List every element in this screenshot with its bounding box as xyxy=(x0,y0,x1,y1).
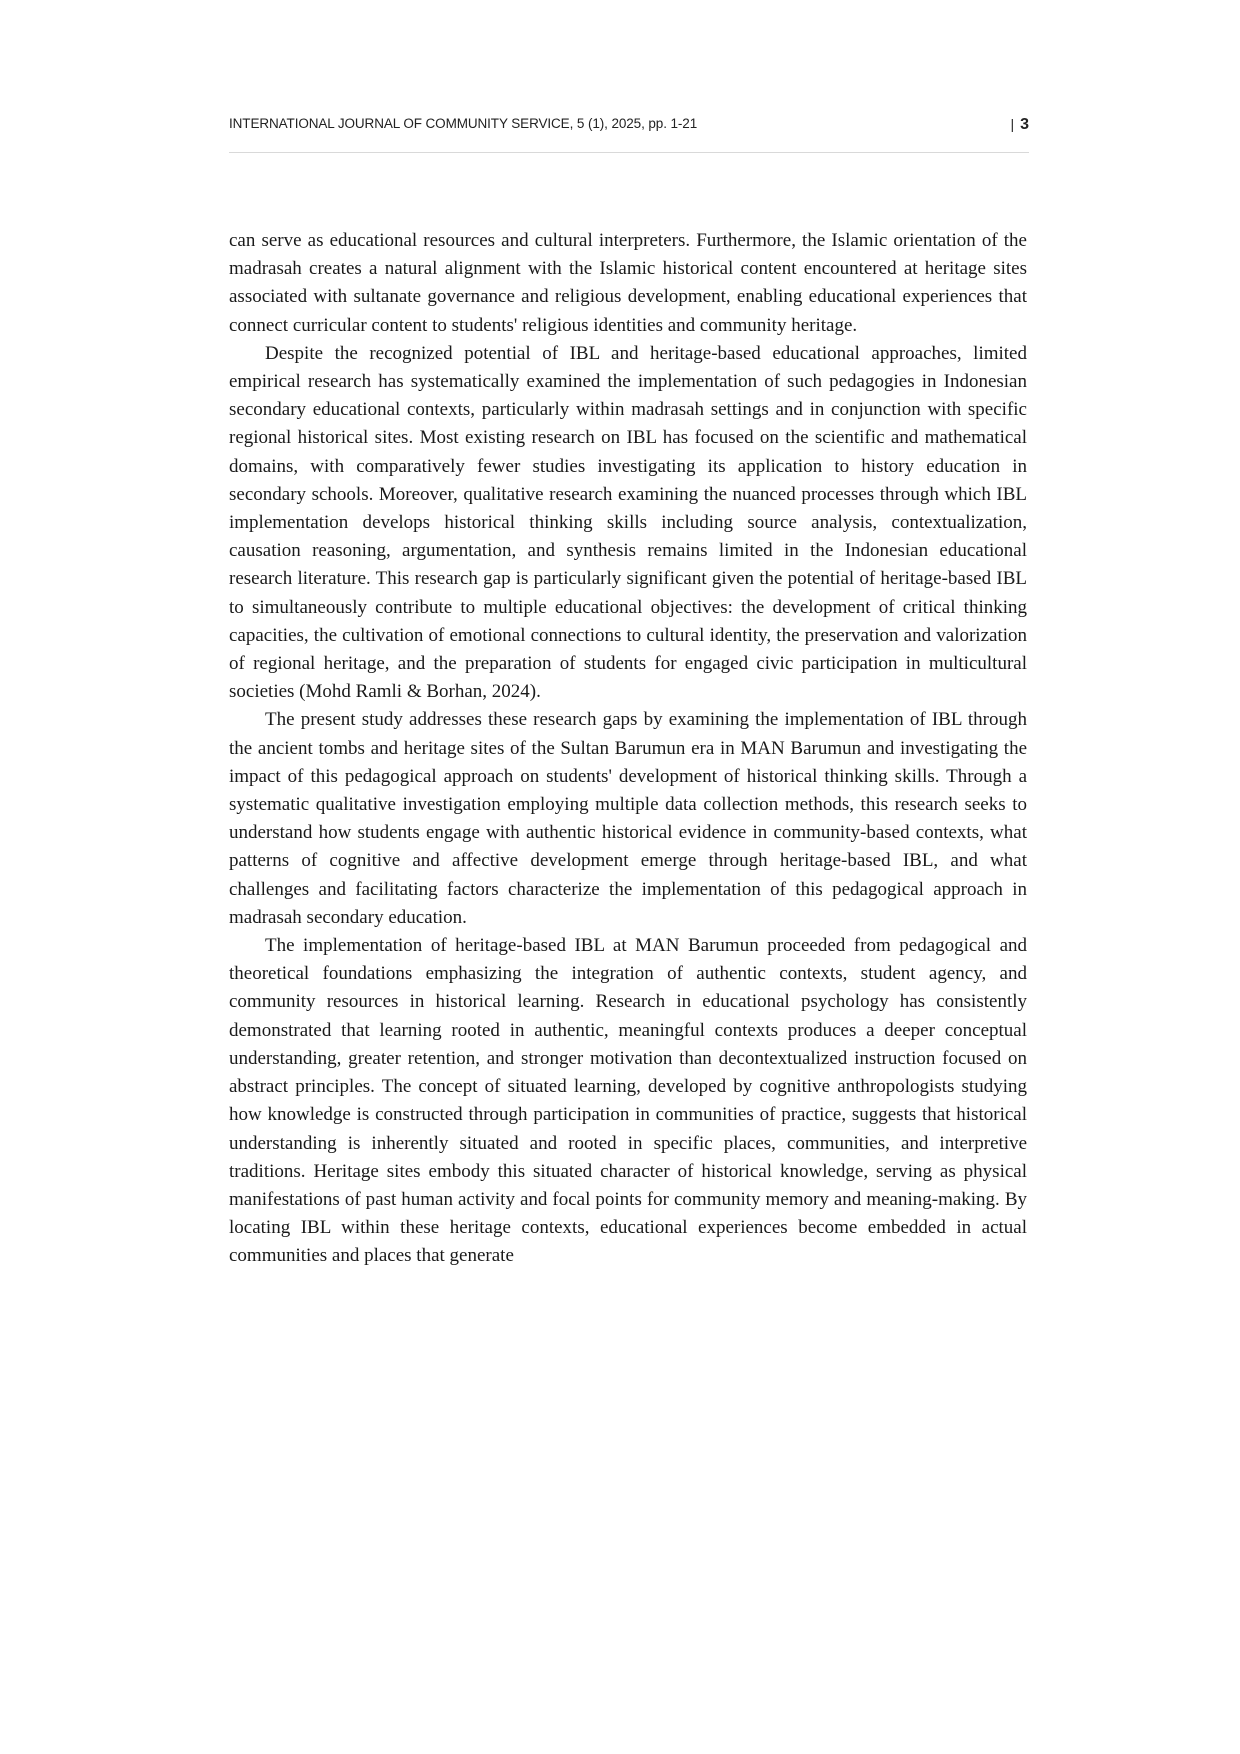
page-separator: | xyxy=(1010,116,1015,132)
paragraph-research-gap: Despite the recognized potential of IBL and heritage-based educational approaches, limited empirical research has systematically examined the implementation of such pedagogies in Indonesian secondary educational contexts, particularly within madrasah settings and in conjunction with specific regional historical sites. Most existing research on IBL has focused on the scientific and mathematical domains, with comparatively fewer studies investigating its application to history education in secondary schools. Moreover, qualitative research examining the nuanced processes through which IBL implementation develops historical thinking skills including source analysis, contextualization, causation reasoning, argumentation, and synthesis remains limited in the Indonesian educational research literature. This research gap is particularly significant given the potential of heritage-based IBL to simultaneously contribute to multiple educational objectives: the development of critical thinking capacities, the cultivation of emotional connections to cultural identity, the preservation and valorization of regional heritage, and the preparation of students for engaged civic participation in multicultural societies (Mohd Ramli & Borhan, 2024). xyxy=(229,342,1027,703)
paragraph-present-study: The present study addresses these research gaps by examining the implementation of IBL through the ancient tombs and heritage sites of the Sultan Barumun era in MAN Barumun and investigating the impact of this pedagogical approach on students' development of historical thinking skills. Through a systematic qualitative investigation employing multiple data collection methods, this research seeks to understand how students engage with authentic historical evidence in community-based contexts, what patterns of cognitive and affective development emerge through heritage-based IBL, and what challenges and facilitating factors characterize the implementation of this pedagogical approach in madrasah secondary education. xyxy=(229,709,1027,928)
page-number-block xyxy=(1010,116,1029,134)
paragraph-continuation: can serve as educational resources and cultural interpreters. Furthermore, the Islamic orientation of the madrasah creates a natural alignment with the Islamic historical content encountered at heritage sites associated with sultanate governance and religious development, enabling educational experiences that connect curricular content to students' religious identities and community heritage. xyxy=(229,230,1027,336)
paragraph-implementation: The implementation of heritage-based IBL at MAN Barumun proceeded from pedagogical and theoretical foundations emphasizing the integration of authentic contexts, student agency, and community resources in historical learning. Research in educational psychology has consistently demonstrated that learning rooted in authentic, meaningful contexts produces a deeper conceptual understanding, greater retention, and stronger motivation than decontextualized instruction focused on abstract principles. The concept of situated learning, developed by cognitive anthropologists studying how knowledge is constructed through participation in communities of practice, suggests that historical understanding is inherently situated and rooted in specific places, communities, and interpretive traditions. Heritage sites embody this situated character of historical knowledge, serving as physical manifestations of past human activity and focal points for community memory and meaning-making. By locating IBL within these heritage contexts, educational experiences become embedded in actual communities and places that generate xyxy=(229,935,1027,1267)
journal-citation: INTERNATIONAL JOURNAL OF COMMUNITY SERVICE, 5 (1), 2025, pp. 1-21 xyxy=(229,116,698,131)
page-number: 3 xyxy=(1020,116,1029,133)
running-header xyxy=(229,112,1029,153)
body-text xyxy=(229,227,1027,1271)
